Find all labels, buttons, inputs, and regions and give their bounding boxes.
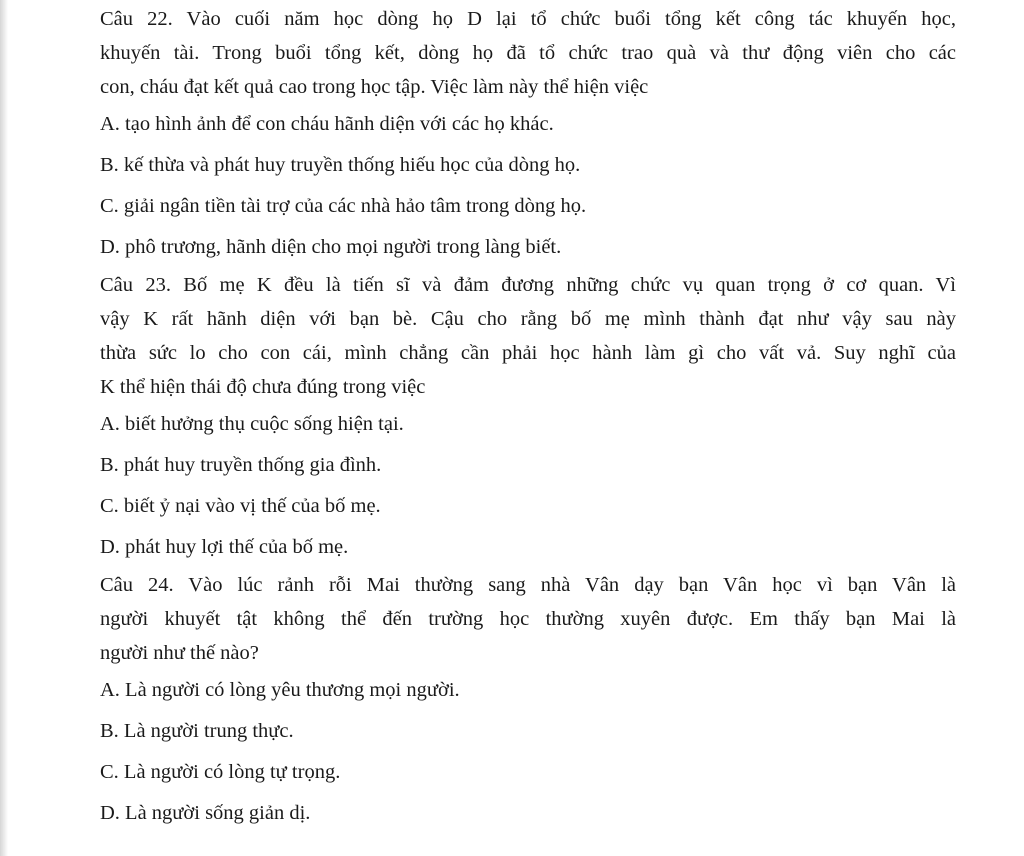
question-22-option-b: B. kế thừa và phát huy truyền thống hiếu học của dòng họ.	[100, 154, 581, 176]
question-23-stem-line-3: thừa sức lo cho con cái, mình chẳng cần phải học hành làm gì cho vất vả. Suy nghĩ của	[100, 342, 956, 364]
question-24-option-a: A. Là người có lòng yêu thương mọi người.	[100, 679, 460, 701]
document-content	[100, 2, 956, 834]
question-23-option-b: B. phát huy truyền thống gia đình.	[100, 454, 382, 476]
question-22	[100, 2, 956, 268]
question-23-option-a: A. biết hưởng thụ cuộc sống hiện tại.	[100, 413, 404, 435]
question-23-option-c: C. biết ỷ nại vào vị thế của bố mẹ.	[100, 495, 381, 517]
question-23-stem	[100, 268, 956, 404]
question-24-option-b: B. Là người trung thực.	[100, 720, 294, 742]
question-24-stem-line-2: người khuyết tật không thể đến trường học thường xuyên được. Em thấy bạn Mai là	[100, 608, 956, 630]
question-24-stem-line-1: Câu 24. Vào lúc rảnh rỗi Mai thường sang nhà Vân dạy bạn Vân học vì bạn Vân là	[100, 574, 956, 596]
question-24-stem-line-3: người như thế nào?	[100, 642, 259, 664]
page-left-edge	[0, 0, 8, 856]
question-22-option-d: D. phô trương, hãnh diện cho mọi người trong làng biết.	[100, 236, 562, 258]
question-24-stem	[100, 568, 956, 670]
question-24	[100, 568, 956, 834]
question-22-stem	[100, 2, 956, 104]
question-24-option-c: C. Là người có lòng tự trọng.	[100, 761, 341, 783]
question-22-option-a: A. tạo hình ảnh để con cháu hãnh diện với các họ khác.	[100, 113, 554, 135]
question-23-stem-line-1: Câu 23. Bố mẹ K đều là tiến sĩ và đảm đương những chức vụ quan trọng ở cơ quan. Vì	[100, 274, 956, 296]
question-23-stem-line-4: K thể hiện thái độ chưa đúng trong việc	[100, 376, 426, 398]
question-22-stem-line-1: Câu 22. Vào cuối năm học dòng họ D lại tổ chức buổi tổng kết công tác khuyến học,	[100, 8, 956, 30]
question-24-option-d: D. Là người sống giản dị.	[100, 802, 311, 824]
question-23-stem-line-2: vậy K rất hãnh diện với bạn bè. Cậu cho rằng bố mẹ mình thành đạt như vậy sau này	[100, 308, 956, 330]
question-22-stem-line-2: khuyến tài. Trong buổi tổng kết, dòng họ đã tổ chức trao quà và thư động viên cho các	[100, 42, 956, 64]
question-22-stem-line-3: con, cháu đạt kết quả cao trong học tập. Việc làm này thể hiện việc	[100, 76, 649, 98]
question-23	[100, 268, 956, 568]
question-22-option-c: C. giải ngân tiền tài trợ của các nhà hảo tâm trong dòng họ.	[100, 195, 587, 217]
question-23-option-d: D. phát huy lợi thế của bố mẹ.	[100, 536, 349, 558]
